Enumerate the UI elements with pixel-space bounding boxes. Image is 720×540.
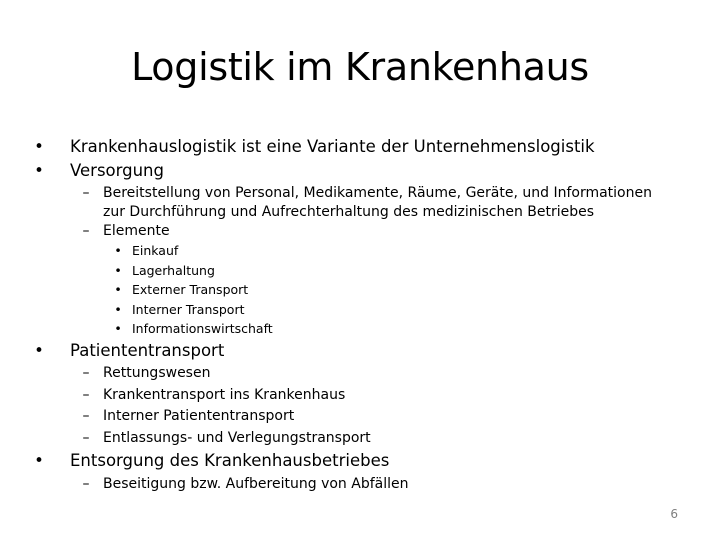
bullet: • xyxy=(114,263,122,278)
item-interner-transport: Interner Transport xyxy=(132,302,245,317)
item-externer-transport: Externer Transport xyxy=(132,282,249,297)
list-item xyxy=(112,300,412,319)
bullet: • xyxy=(34,341,44,360)
list-item xyxy=(112,319,412,338)
dash: – xyxy=(82,476,90,492)
list-item xyxy=(75,222,375,240)
bullet: • xyxy=(114,282,122,297)
item-bereitstellung-line2: zur Durchführung und Aufrechterhaltung des medizinischen Betriebes xyxy=(103,204,595,220)
list-item xyxy=(112,280,412,299)
item-entsorgung: Entsorgung des Krankenhausbetriebes xyxy=(70,451,390,470)
dash: – xyxy=(82,387,90,403)
list-item xyxy=(30,137,670,157)
bullet: • xyxy=(34,451,44,470)
item-informationswirtschaft: Informationswirtschaft xyxy=(132,321,273,336)
item-patiententransport: Patiententransport xyxy=(70,341,225,360)
item-krankentransport: Krankentransport ins Krankenhaus xyxy=(103,387,346,403)
bullet: • xyxy=(34,137,44,156)
item-einkauf: Einkauf xyxy=(132,243,179,258)
item-lagerhaltung: Lagerhaltung xyxy=(132,263,215,278)
dash: – xyxy=(82,185,90,201)
item-versorgung: Versorgung xyxy=(70,161,164,180)
list-item xyxy=(75,429,475,447)
dash: – xyxy=(82,223,90,239)
bullet: • xyxy=(114,243,122,258)
page-number: 6 xyxy=(670,507,678,521)
item-interner-patiententransport: Interner Patiententransport xyxy=(103,408,295,424)
dash: – xyxy=(82,430,90,446)
dash: – xyxy=(82,408,90,424)
item-krankenhauslogistik: Krankenhauslogistik ist eine Variante der Unternehmenslogistik xyxy=(70,137,595,156)
list-item xyxy=(75,407,475,425)
item-bereitstellung-line1: Bereitstellung von Personal, Medikamente, Räume, Geräte, und Informationen xyxy=(103,185,652,201)
bullet: • xyxy=(114,321,122,336)
list-item xyxy=(30,451,670,471)
item-elemente: Elemente xyxy=(103,223,170,239)
dash: – xyxy=(82,365,90,381)
bullet: • xyxy=(114,302,122,317)
item-beseitigung: Beseitigung bzw. Aufbereitung von Abfällen xyxy=(103,476,409,492)
list-item xyxy=(75,184,695,220)
list-item xyxy=(75,386,475,404)
slide-title: Logistik im Krankenhaus xyxy=(131,45,589,89)
list-item xyxy=(30,341,670,361)
item-entlassungs-verlegungstransport: Entlassungs- und Verlegungstransport xyxy=(103,430,371,446)
list-item xyxy=(75,475,475,493)
bullet: • xyxy=(34,161,44,180)
list-item xyxy=(75,364,475,382)
list-item xyxy=(112,261,412,280)
item-rettungswesen: Rettungswesen xyxy=(103,365,211,381)
list-item xyxy=(30,161,670,181)
list-item xyxy=(112,241,412,260)
